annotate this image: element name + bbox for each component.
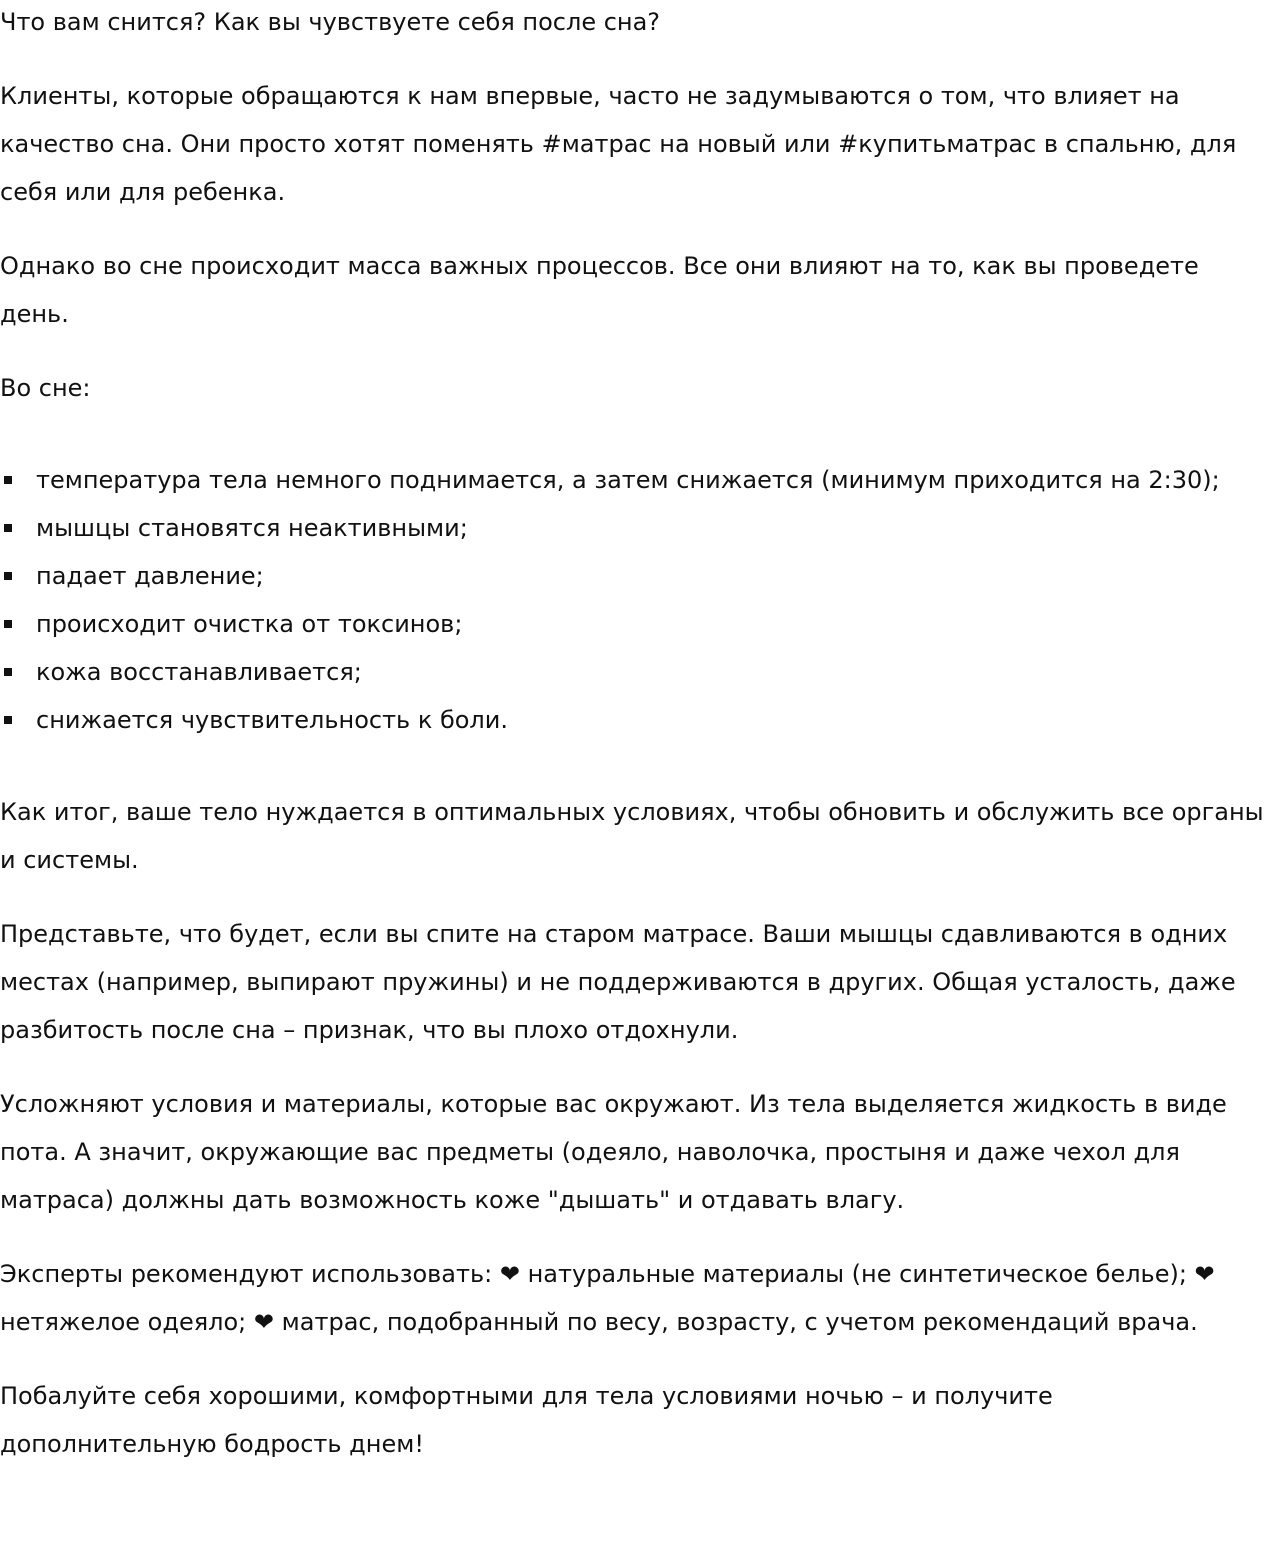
square-bullet-icon — [4, 476, 12, 484]
experts-item: нетяжелое одеяло; — [0, 1308, 247, 1336]
list-item — [0, 648, 1270, 696]
list-item-text: мышцы становятся неактивными; — [36, 514, 468, 542]
experts-item: матрас, подобранный по весу, возрасту, с учетом рекомендаций врача. — [281, 1308, 1198, 1336]
experts-lead: Эксперты рекомендуют использовать: — [0, 1260, 493, 1288]
intro-question: Что вам снится? Как вы чувствуете себя после сна? — [0, 8, 661, 36]
square-bullet-icon — [4, 668, 12, 676]
paragraph-materials: Усложняют условия и материалы, которые вас окружают. Из тела выделяется жидкость в виде пота. А значит, окружающие вас предметы (одеяло, наволочка, простыня и даже чехол для матраса) должны дать возможность коже "дышать" и отдавать влагу. — [0, 1090, 1227, 1214]
list-item — [0, 552, 1270, 600]
experts-item: натуральные материалы (не синтетическое белье); — [527, 1260, 1187, 1288]
square-bullet-icon — [4, 620, 12, 628]
list-item — [0, 504, 1270, 552]
list-item-text: кожа восстанавливается; — [36, 658, 362, 686]
list-item-text: падает давление; — [36, 562, 264, 590]
paragraph-clients: Клиенты, которые обращаются к нам впервые, часто не задумываются о том, что влияет на качество сна. Они просто хотят поменять #матрас на новый или #купитьматрас в спальню, для себя или для ребенка. — [0, 82, 1237, 206]
heart-icon: ❤ — [253, 1308, 275, 1336]
list-item — [0, 600, 1270, 648]
sleep-effects-list — [0, 456, 1270, 744]
heart-icon: ❤ — [1194, 1260, 1215, 1288]
paragraph-experts — [0, 1250, 1270, 1346]
paragraph-result: Как итог, ваше тело нуждается в оптимальных условиях, чтобы обновить и обслужить все органы и системы. — [0, 798, 1264, 874]
list-intro: Во сне: — [0, 374, 91, 402]
list-item-text: снижается чувствительность к боли. — [36, 706, 508, 734]
paragraph-processes: Однако во сне происходит масса важных процессов. Все они влияют на то, как вы проведете день. — [0, 252, 1199, 328]
paragraph-closing: Побалуйте себя хорошими, комфортными для тела условиями ночью – и получите дополнительную бодрость днем! — [0, 1382, 1053, 1458]
paragraph-old-mattress: Представьте, что будет, если вы спите на старом матрасе. Ваши мышцы сдавливаются в одних местах (например, выпирают пружины) и не поддерживаются в других. Общая усталость, даже разбитость после сна – признак, что вы плохо отдохнули. — [0, 920, 1236, 1044]
list-item — [0, 456, 1270, 504]
heart-icon: ❤ — [499, 1260, 520, 1288]
square-bullet-icon — [4, 524, 12, 532]
list-item — [0, 696, 1270, 744]
square-bullet-icon — [4, 572, 12, 580]
list-item-text: температура тела немного поднимается, а затем снижается (минимум приходится на 2:30); — [36, 466, 1220, 494]
list-item-text: происходит очистка от токсинов; — [36, 610, 463, 638]
square-bullet-icon — [4, 716, 12, 724]
